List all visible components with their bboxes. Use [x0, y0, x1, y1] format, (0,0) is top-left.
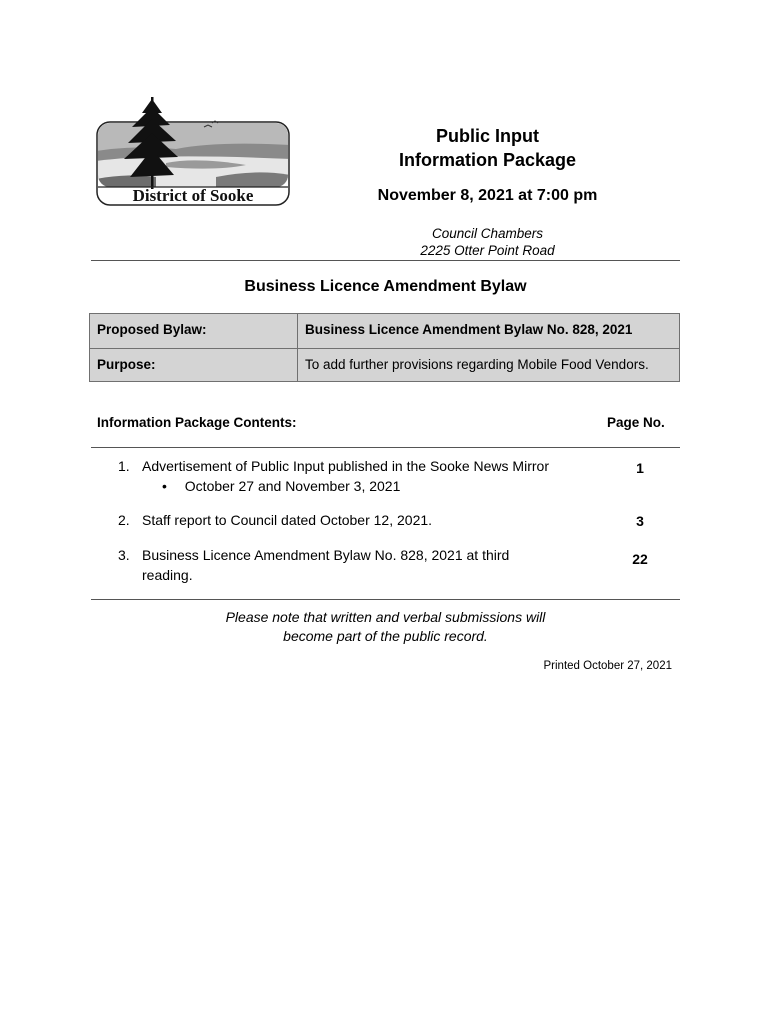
divider [91, 260, 680, 261]
list-item [118, 456, 588, 476]
printed-date: Printed October 27, 2021 [543, 660, 672, 672]
item-page: 3 [636, 513, 644, 529]
sub-bullet [162, 476, 400, 496]
divider [91, 447, 680, 448]
district-of-sooke-logo [96, 93, 290, 207]
proposed-bylaw-value: Business Licence Amendment Bylaw No. 828, 2021 [298, 314, 680, 349]
item-number: 3. [118, 547, 130, 563]
divider [91, 599, 680, 600]
list-item [118, 510, 588, 530]
proposed-bylaw-label: Proposed Bylaw: [90, 314, 298, 349]
table-row [90, 349, 680, 382]
item-page: 1 [636, 460, 644, 476]
location [330, 225, 645, 259]
public-record-note [91, 608, 680, 646]
title-line-1: Public Input [436, 126, 539, 146]
item-text: Advertisement of Public Input published in the Sooke News Mirror [142, 458, 549, 474]
location-line-1: Council Chambers [431, 226, 544, 241]
item-subtext: October 27 and November 3, 2021 [184, 478, 401, 494]
list-item [118, 545, 548, 585]
item-number: 2. [118, 512, 130, 528]
title-line-2: Information Package [398, 150, 577, 170]
item-number: 1. [118, 458, 130, 474]
svg-text:District of Sooke: District of Sooke [132, 186, 254, 205]
table-row [90, 314, 680, 349]
purpose-label: Purpose: [90, 349, 298, 382]
item-text: Business Licence Amendment Bylaw No. 828, 2021 at third reading. [142, 547, 510, 583]
item-text: Staff report to Council dated October 12, 2021. [142, 512, 433, 528]
location-line-2: 2225 Otter Point Road [420, 243, 555, 258]
note-text: Please note that written and verbal submissions will become part of the public record. [225, 609, 546, 644]
meeting-date: November 8, 2021 at 7:00 pm [377, 187, 598, 204]
bullet-dot: • [162, 478, 167, 494]
purpose-value: To add further provisions regarding Mobile Food Vendors. [298, 349, 680, 382]
section-title: Business Licence Amendment Bylaw [244, 278, 527, 295]
bylaw-info-table [89, 313, 680, 382]
contents-heading: Information Package Contents: [97, 415, 297, 430]
item-page: 22 [632, 551, 648, 567]
page-no-heading: Page No. [607, 415, 665, 430]
